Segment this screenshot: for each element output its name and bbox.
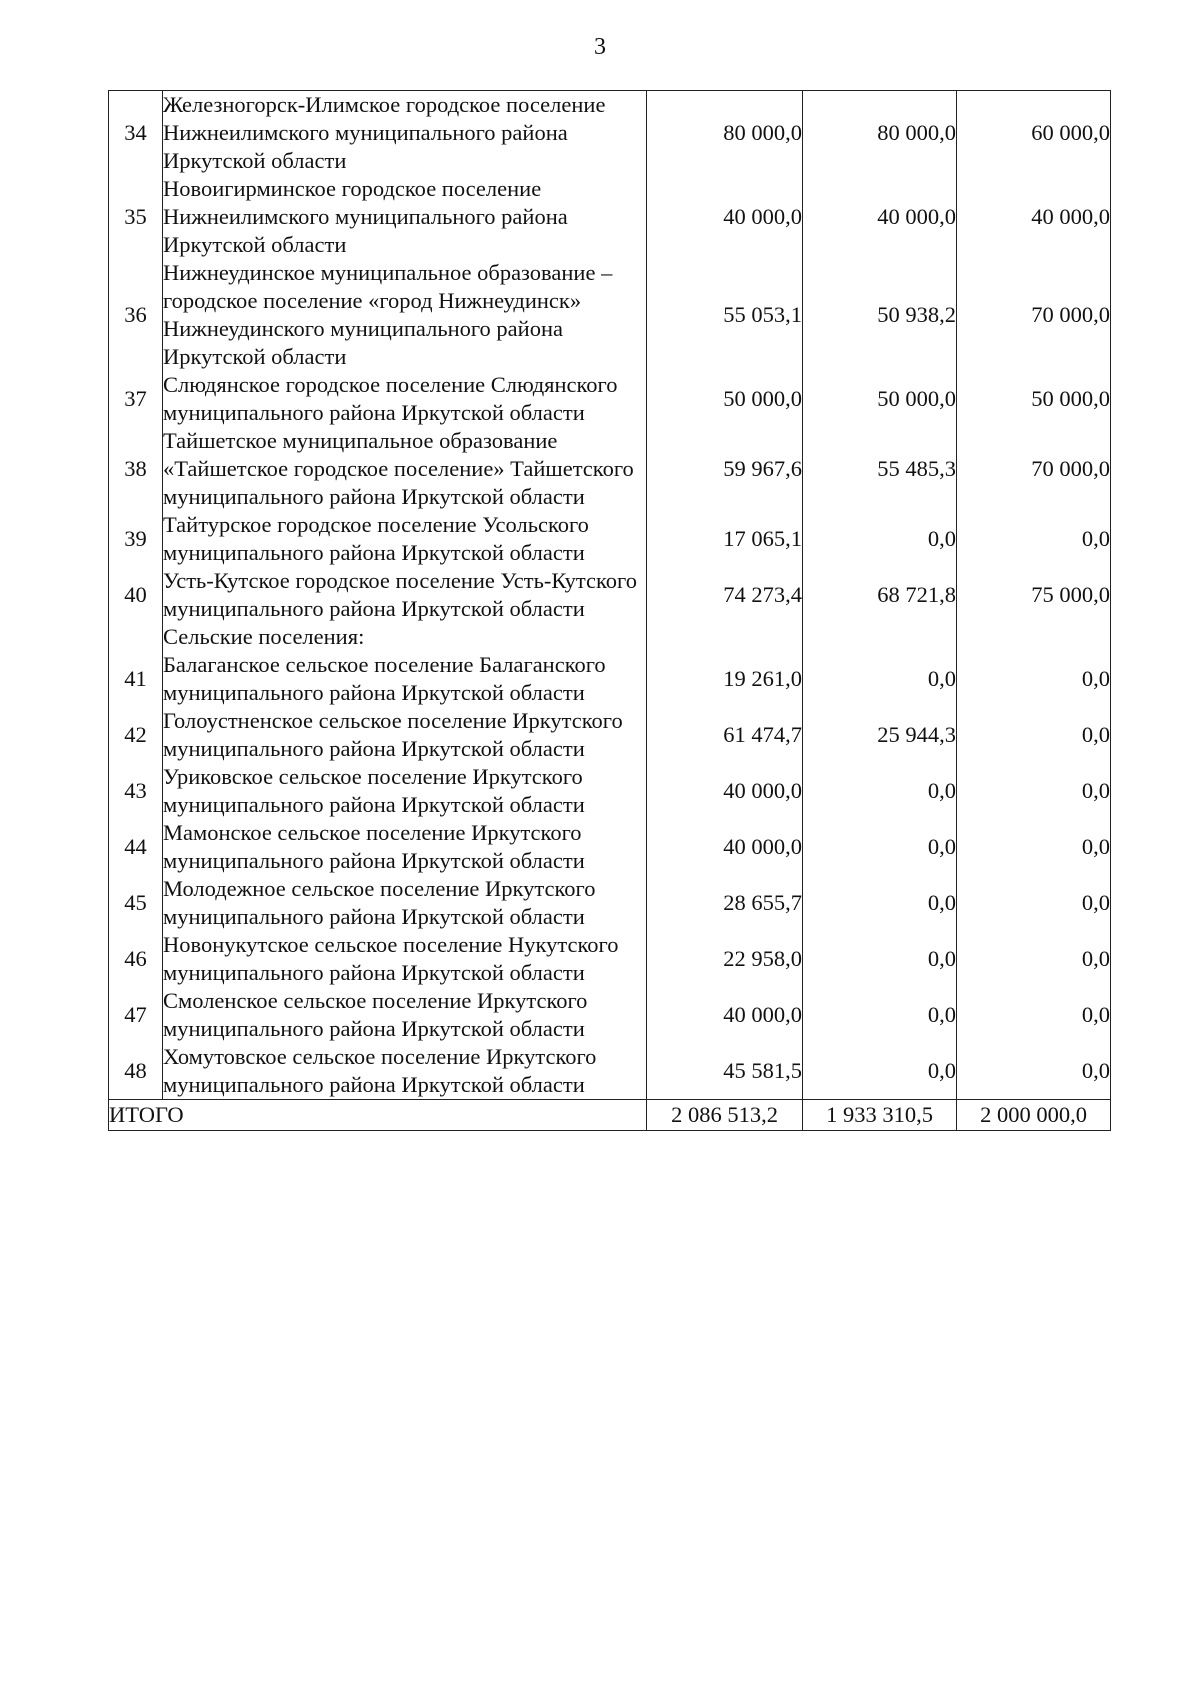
- amount-2: 68 721,8: [803, 567, 957, 623]
- amount-2: 0,0: [803, 511, 957, 567]
- amount-3: 75 000,0: [957, 567, 1111, 623]
- amount-1: 59 967,6: [647, 427, 803, 511]
- amount-3: 70 000,0: [957, 259, 1111, 371]
- amount-2: 0,0: [803, 931, 957, 987]
- table-row: [109, 875, 1111, 931]
- amount-3: 0,0: [957, 707, 1111, 763]
- amount-1: 40 000,0: [647, 763, 803, 819]
- table-row: [109, 371, 1111, 427]
- amount-2: [803, 623, 957, 651]
- amount-3: [957, 623, 1111, 651]
- settlement-name: Смоленское сельское поселение Иркутского муниципального района Иркутской области: [163, 987, 647, 1043]
- amount-1: 40 000,0: [647, 819, 803, 875]
- total-label: ИТОГО: [109, 1100, 647, 1131]
- row-number: 39: [109, 511, 163, 567]
- amount-3: 0,0: [957, 763, 1111, 819]
- amount-1: 45 581,5: [647, 1043, 803, 1100]
- row-number: 36: [109, 259, 163, 371]
- row-number: 37: [109, 371, 163, 427]
- row-number: [109, 623, 163, 651]
- amount-3: 0,0: [957, 819, 1111, 875]
- budget-table: [108, 90, 1111, 1131]
- amount-2: 0,0: [803, 819, 957, 875]
- table-row: [109, 175, 1111, 259]
- amount-2: 0,0: [803, 1043, 957, 1100]
- amount-3: 40 000,0: [957, 175, 1111, 259]
- amount-1: 55 053,1: [647, 259, 803, 371]
- row-number: 43: [109, 763, 163, 819]
- settlement-name: Голоустненское сельское поселение Иркутского муниципального района Иркутской области: [163, 707, 647, 763]
- settlement-name: Усть-Кутское городское поселение Усть-Кутского муниципального района Иркутской области: [163, 567, 647, 623]
- total-row: [109, 1100, 1111, 1131]
- table-row: [109, 707, 1111, 763]
- table-row: [109, 567, 1111, 623]
- total-value-2: 1 933 310,5: [803, 1100, 957, 1131]
- table-row: [109, 819, 1111, 875]
- settlement-name: Слюдянское городское поселение Слюдянского муниципального района Иркутской области: [163, 371, 647, 427]
- settlement-name: Балаганское сельское поселение Балаганского муниципального района Иркутской области: [163, 651, 647, 707]
- row-number: 41: [109, 651, 163, 707]
- amount-2: 0,0: [803, 987, 957, 1043]
- table-row: [109, 763, 1111, 819]
- amount-1: 61 474,7: [647, 707, 803, 763]
- table-row: [109, 987, 1111, 1043]
- amount-3: 0,0: [957, 511, 1111, 567]
- amount-3: 0,0: [957, 875, 1111, 931]
- amount-1: 74 273,4: [647, 567, 803, 623]
- amount-2: 80 000,0: [803, 91, 957, 176]
- amount-1: 28 655,7: [647, 875, 803, 931]
- table-row: [109, 931, 1111, 987]
- amount-3: 0,0: [957, 1043, 1111, 1100]
- row-number: 38: [109, 427, 163, 511]
- settlement-name: Сельские поселения:: [163, 623, 647, 651]
- settlement-name: Хомутовское сельское поселение Иркутского муниципального района Иркутской области: [163, 1043, 647, 1100]
- amount-2: 55 485,3: [803, 427, 957, 511]
- table-row: [109, 1043, 1111, 1100]
- amount-1: 80 000,0: [647, 91, 803, 176]
- settlement-name: Тайшетское муниципальное образование «Тайшетское городское поселение» Тайшетского муниципального района Иркутской области: [163, 427, 647, 511]
- settlement-name: Тайтурское городское поселение Усольского муниципального района Иркутской области: [163, 511, 647, 567]
- table-row: [109, 259, 1111, 371]
- settlement-name: Железногорск-Илимское городское поселение Нижнеилимского муниципального района Иркутской области: [163, 91, 647, 176]
- table-row: [109, 651, 1111, 707]
- page-number: 3: [594, 34, 606, 60]
- amount-3: 60 000,0: [957, 91, 1111, 176]
- amount-3: 0,0: [957, 987, 1111, 1043]
- amount-1: 17 065,1: [647, 511, 803, 567]
- settlement-name: Нижнеудинское муниципальное образование – городское поселение «город Нижнеудинск» Нижнеудинского муниципального района Иркутской области: [163, 259, 647, 371]
- settlement-name: Мамонское сельское поселение Иркутского муниципального района Иркутской области: [163, 819, 647, 875]
- row-number: 34: [109, 91, 163, 176]
- section-heading-row: [109, 623, 1111, 651]
- row-number: 45: [109, 875, 163, 931]
- settlement-name: Уриковское сельское поселение Иркутского муниципального района Иркутской области: [163, 763, 647, 819]
- total-value-3: 2 000 000,0: [957, 1100, 1111, 1131]
- row-number: 40: [109, 567, 163, 623]
- row-number: 47: [109, 987, 163, 1043]
- row-number: 35: [109, 175, 163, 259]
- row-number: 44: [109, 819, 163, 875]
- total-value-1: 2 086 513,2: [647, 1100, 803, 1131]
- table-body: [109, 91, 1111, 1131]
- row-number: 48: [109, 1043, 163, 1100]
- row-number: 42: [109, 707, 163, 763]
- amount-2: 0,0: [803, 651, 957, 707]
- row-number: 46: [109, 931, 163, 987]
- amount-3: 0,0: [957, 651, 1111, 707]
- settlement-name: Молодежное сельское поселение Иркутского муниципального района Иркутской области: [163, 875, 647, 931]
- amount-2: 0,0: [803, 763, 957, 819]
- amount-3: 50 000,0: [957, 371, 1111, 427]
- amount-2: 0,0: [803, 875, 957, 931]
- table-row: [109, 427, 1111, 511]
- table-row: [109, 91, 1111, 176]
- amount-1: [647, 623, 803, 651]
- amount-3: 0,0: [957, 931, 1111, 987]
- amount-1: 40 000,0: [647, 175, 803, 259]
- amount-2: 50 938,2: [803, 259, 957, 371]
- amount-2: 25 944,3: [803, 707, 957, 763]
- amount-2: 40 000,0: [803, 175, 957, 259]
- amount-3: 70 000,0: [957, 427, 1111, 511]
- amount-1: 50 000,0: [647, 371, 803, 427]
- settlement-name: Новонукутское сельское поселение Нукутского муниципального района Иркутской области: [163, 931, 647, 987]
- amount-1: 22 958,0: [647, 931, 803, 987]
- amount-1: 40 000,0: [647, 987, 803, 1043]
- amount-1: 19 261,0: [647, 651, 803, 707]
- amount-2: 50 000,0: [803, 371, 957, 427]
- table-row: [109, 511, 1111, 567]
- settlement-name: Новоигирминское городское поселение Нижнеилимского муниципального района Иркутской области: [163, 175, 647, 259]
